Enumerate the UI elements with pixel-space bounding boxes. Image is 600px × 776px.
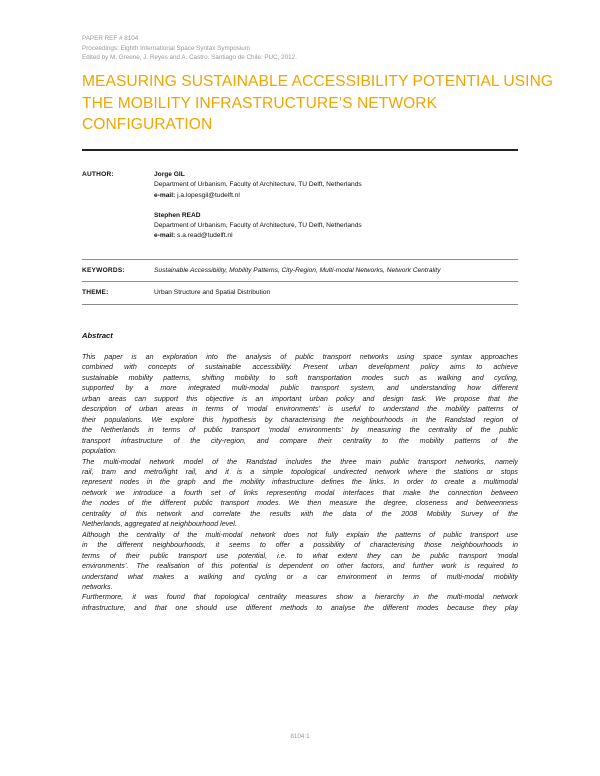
abstract-line: infrastructure, and that one should use different methods to analyse the different modes because they play [82, 603, 518, 612]
abstract-line: sustainable mobility patterns, shifting mobility to soft transportation modes such as walking and cycling, [82, 373, 518, 382]
abstract-line: the nodes of the different public transport modes. We then measure the degree, closeness and betweenness [82, 499, 518, 508]
author-block [82, 170, 518, 252]
editors-line: Edited by M. Greene, J. Reyes and A. Castro. Santiago de Chile: PUC, 2012. [82, 54, 297, 62]
author-name: Jorge GIL [154, 171, 185, 178]
abstract-line: environments’. The realisation of this potential is dependent on other factors, and further work is required to [82, 562, 518, 571]
email-label: e-mail: [154, 232, 176, 240]
author-email[interactable]: s.a.read@tudelft.nl [177, 232, 233, 240]
title-line: MEASURING SUSTAINABLE ACCESSIBILITY POTENTIAL USING [82, 73, 554, 90]
paper-title [82, 71, 554, 136]
theme-value: Urban Structure and Spatial Distribution [154, 289, 271, 296]
email-label: e-mail: [154, 191, 176, 199]
abstract-line: population. [82, 447, 117, 456]
abstract-body [82, 352, 518, 613]
abstract-line: Netherlands, aggregated at neighbourhood level. [82, 520, 237, 529]
section-divider [82, 281, 518, 282]
abstract-line: rail, tram and metro/light rail, and it is a simple topological undirected network where the stations or stops [82, 467, 518, 476]
keywords-label: KEYWORDS: [82, 267, 125, 274]
author-email-row [154, 231, 518, 241]
proceedings-header [82, 34, 522, 63]
author-list [154, 170, 518, 242]
author-affiliation: Department of Urbanism, Faculty of Architecture, TU Delft, Netherlands [154, 222, 362, 230]
abstract-line: centrality of this network and correlate the results with the data of the 2008 Mobility Survey of the [82, 509, 518, 518]
author-affiliation: Department of Urbanism, Faculty of Architecture, TU Delft, Netherlands [154, 181, 362, 189]
author-label: AUTHOR: [82, 171, 114, 178]
abstract-line: terms of their public transport use potential, i.e. to what extent they can be public transport ‘modal [82, 551, 518, 560]
abstract-line: networks. [82, 582, 113, 591]
author-entry [154, 211, 518, 242]
abstract-line: combined with concepts of sustainable accessibility. Present urban development policy aims to achieve [82, 363, 518, 372]
abstract-line: The multi-modal network model of the Randstad includes the three main public transport networks, namely [82, 457, 518, 466]
title-line: THE MOBILITY INFRASTRUCTURE’S NETWORK [82, 94, 438, 112]
theme-label: THEME: [82, 289, 109, 296]
section-divider [82, 304, 518, 305]
author-name: Stephen READ [154, 211, 201, 219]
author-entry [154, 170, 518, 201]
abstract-line: description of urban areas in terms of ‘modal environments’ is useful to understand the mobility patterns of [82, 405, 518, 414]
abstract-line: supported by a more integrated multi-modal public transport system, and understanding how different [82, 384, 518, 393]
abstract-line: their populations. We explore this hypothesis by characterising the neighbourhoods in the Randstad region of [82, 415, 518, 424]
abstract-line: transport infrastructure of the city-region, and compare their centrality to the mobility patterns of the [82, 436, 518, 445]
section-divider [82, 259, 518, 260]
abstract-heading: Abstract [82, 331, 113, 340]
keywords-row [82, 266, 518, 278]
page-number: 8104:1 [290, 733, 310, 740]
proceedings-line: Proceedings: Eighth International Space Syntax Symposium [82, 44, 251, 52]
abstract-line: Although the centrality of the multi-modal network does not fully explain the patterns of public transport use [82, 530, 518, 539]
abstract-line: understand what makes a walking and cycling or a car environment in terms of multi-modal mobility [82, 572, 518, 581]
title-divider [82, 149, 518, 151]
paper-ref: PAPER REF # 8104 [82, 35, 139, 42]
keywords-value: Sustainable Accessibility, Mobility Patterns, City-Region, Multi-modal Networks, Network Centrality [154, 267, 441, 274]
author-email-row [154, 191, 518, 201]
abstract-line: Furthermore, it was found that topological centrality measures show a hierarchy in the multi-modal network [82, 593, 518, 602]
abstract-line: network we introduce a fourth set of links representing modal interfaces that make the connection between [82, 488, 518, 497]
author-email[interactable]: j.a.lopesgil@tudelft.nl [177, 191, 240, 199]
abstract-line: This paper is an exploration into the analysis of public transport networks using space syntax approaches [82, 353, 518, 361]
abstract-line: the Netherlands in terms of public transport ‘modal environments’ by measuring the centrality of the public [82, 426, 518, 435]
abstract-line: in the different neighbourhoods, it seems to offer a possibility of characterising those neighbourhoods in [82, 541, 518, 550]
title-line: CONFIGURATION [82, 116, 213, 133]
abstract-line: urban areas can support this objective is an important urban policy and design task. We propose that the [82, 394, 518, 403]
theme-row [82, 288, 518, 300]
abstract-line: represent nodes in the graph and the mobility infrastructure defines the links. In order to create a multimodal [82, 478, 518, 487]
